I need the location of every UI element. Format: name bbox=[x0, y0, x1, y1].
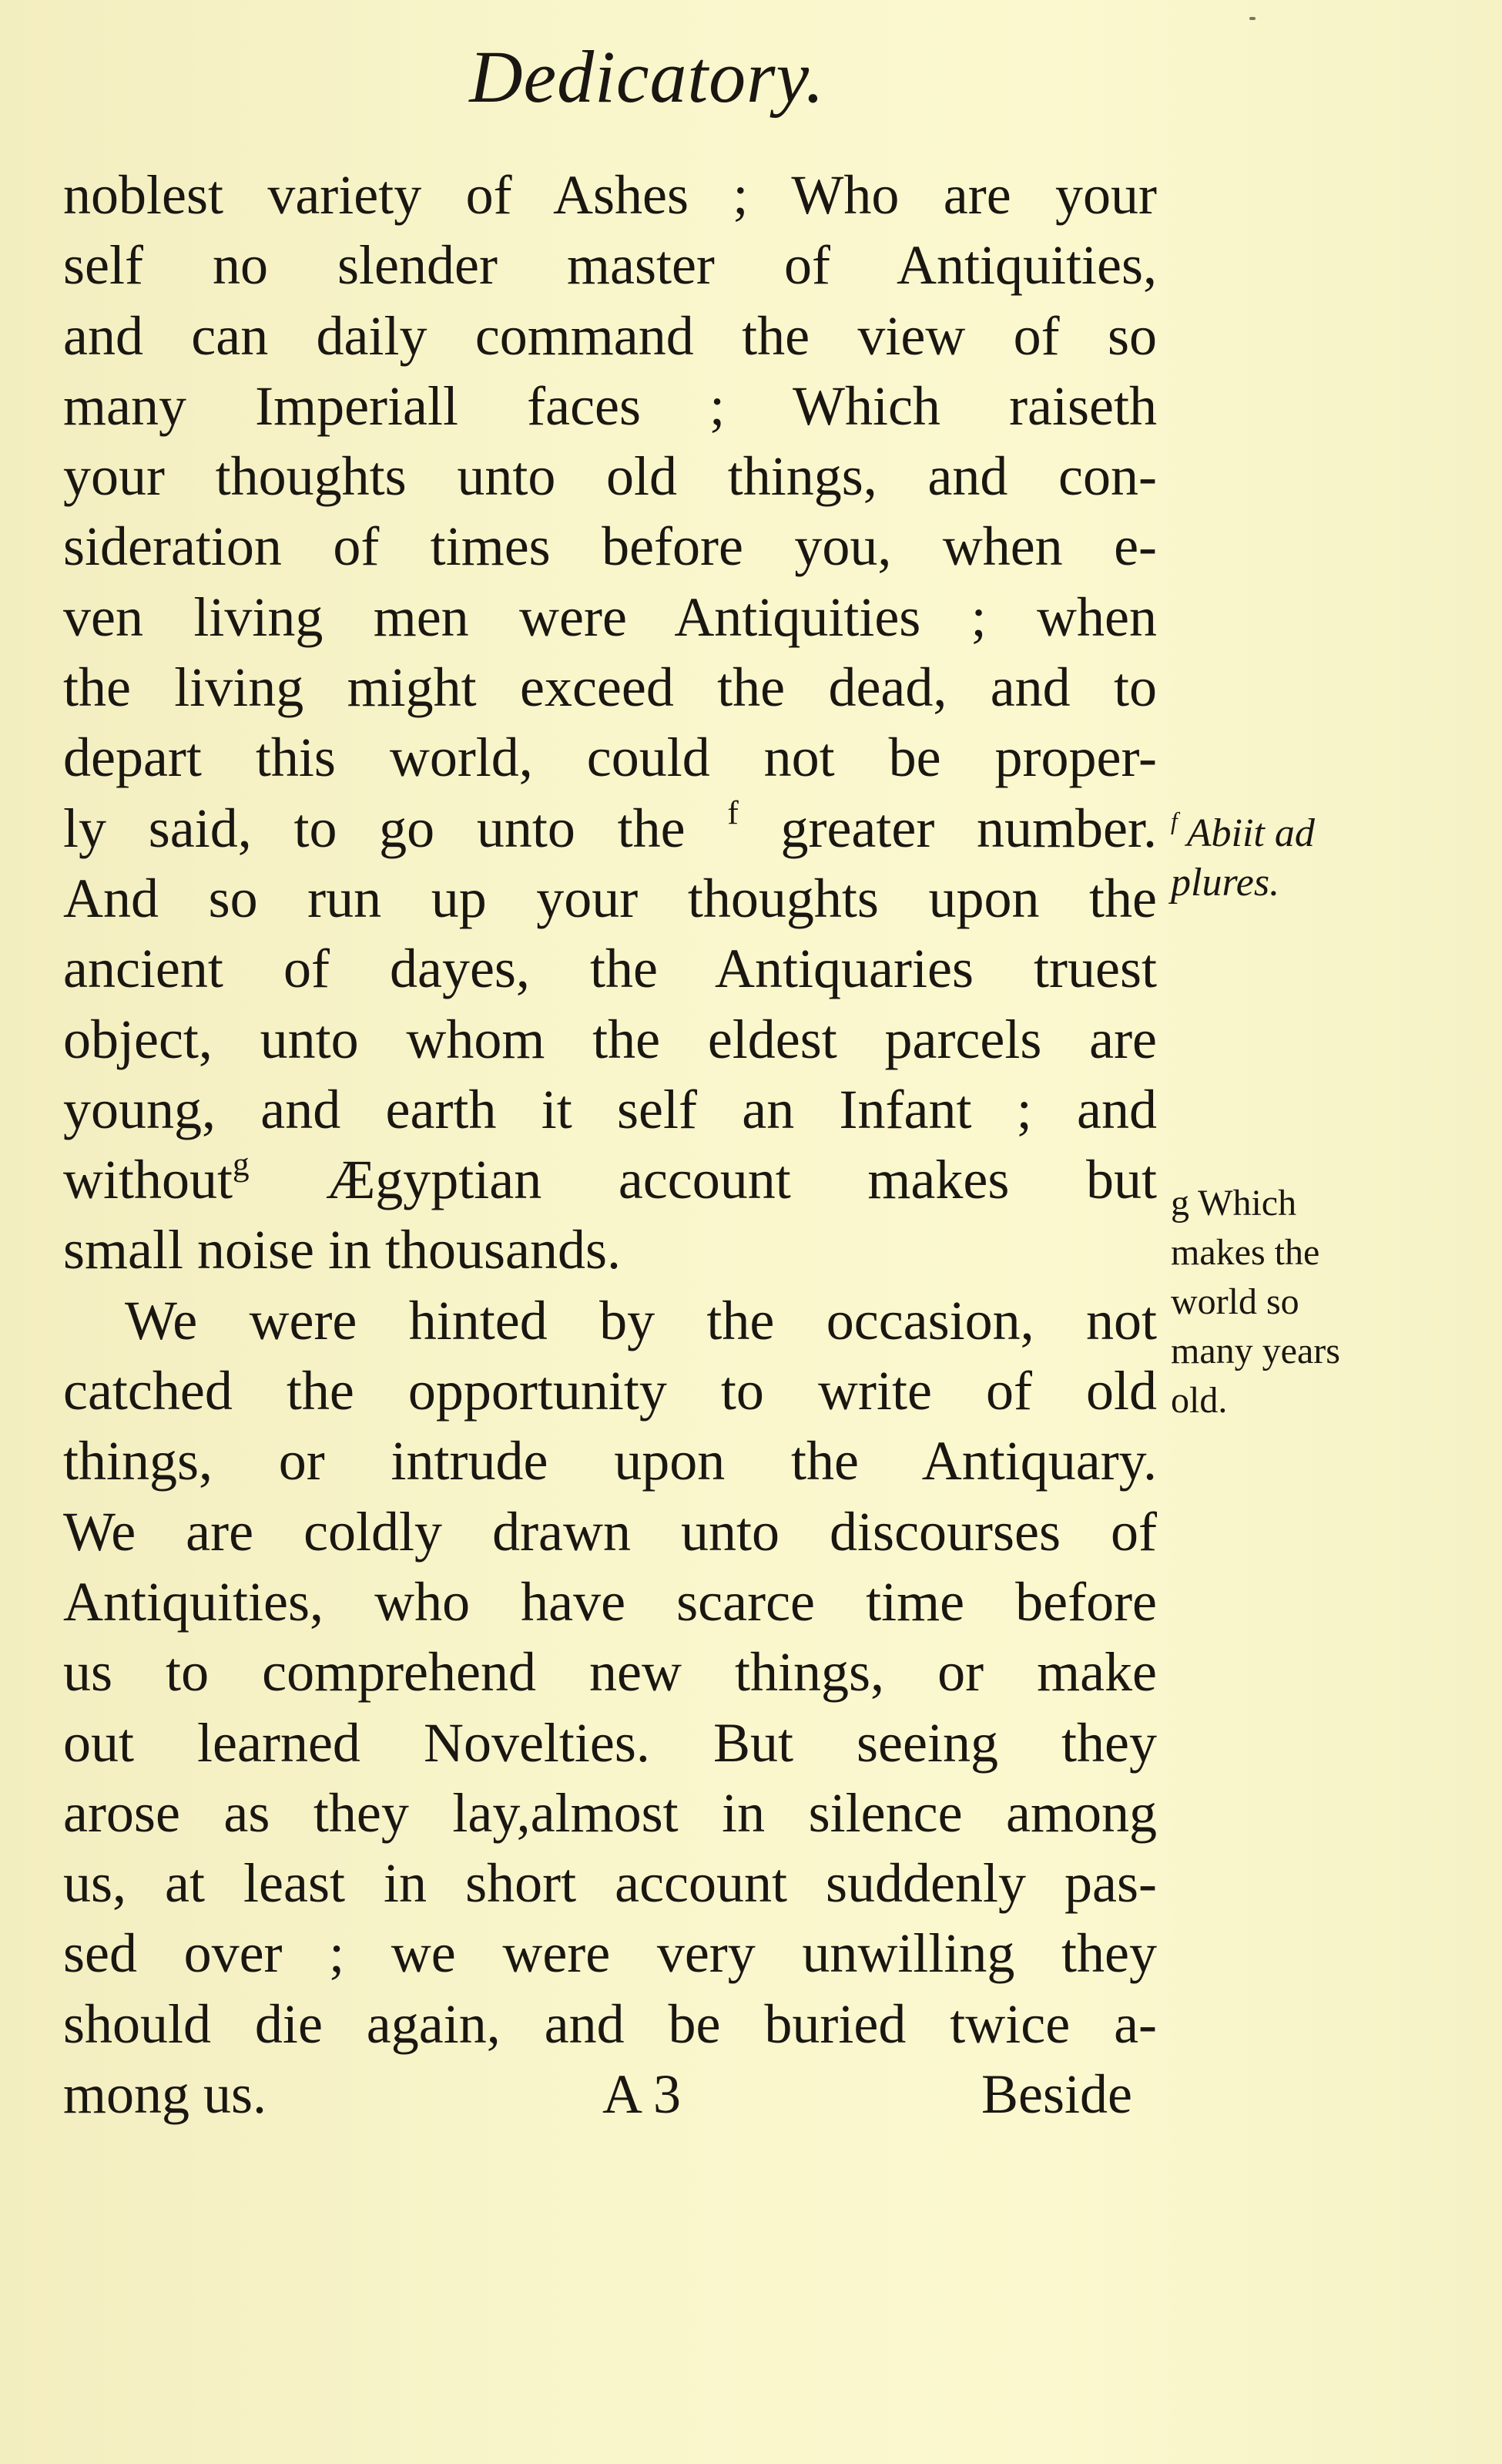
text-line: out learned Novelties. But seeing they bbox=[63, 1711, 1157, 1774]
text-line: us, at least in short account suddenly pas- bbox=[63, 1852, 1157, 1915]
text-line-with-note-g bbox=[63, 1145, 1157, 1215]
text-line: We are coldly drawn unto discourses of bbox=[63, 1500, 1157, 1563]
note-mark-g: g bbox=[233, 1146, 250, 1183]
text-line: depart this world, could not be proper- bbox=[63, 727, 1157, 789]
running-header: Dedicatory. bbox=[469, 35, 825, 118]
margin-note-g bbox=[1171, 1179, 1340, 1425]
text-line: noblest variety of Ashes ; Who are your bbox=[63, 164, 1157, 226]
line-text: mong us. bbox=[63, 2063, 267, 2126]
margin-note-line: world so bbox=[1171, 1281, 1299, 1322]
text-line: small noise in thousands. bbox=[63, 1219, 621, 1281]
signature-mark: A 3 bbox=[602, 2063, 682, 2126]
text-line: us to comprehend new things, or make bbox=[63, 1641, 1157, 1704]
text-line: catched the opportunity to write of old bbox=[63, 1360, 1157, 1422]
text-line: sed over ; we were very unwilling they bbox=[63, 1922, 1157, 1985]
text-line: ancient of dayes, the Antiquaries truest bbox=[63, 938, 1157, 1000]
text-line: arose as they lay,almost in silence among bbox=[63, 1781, 1157, 1844]
margin-note-line: old. bbox=[1171, 1380, 1228, 1421]
text-line: many Imperiall faces ; Which raiseth bbox=[63, 374, 1157, 437]
text-line: things, or intrude upon the Antiquary. bbox=[63, 1430, 1157, 1492]
catchword: Beside bbox=[981, 2063, 1132, 2126]
text-line: your thoughts unto old things, and con- bbox=[63, 445, 1157, 508]
text-line-with-note-f bbox=[63, 794, 1157, 864]
margin-note-mark: f bbox=[1171, 807, 1178, 835]
margin-note-line: makes the bbox=[1171, 1232, 1320, 1273]
final-line bbox=[63, 2059, 1157, 2130]
text-line: the living might exceed the dead, and to bbox=[63, 656, 1157, 719]
text-line: young, and earth it self an Infant ; and bbox=[63, 1078, 1157, 1140]
text-line: sideration of times before you, when e- bbox=[63, 515, 1157, 578]
text-line: We were hinted by the occasion, not bbox=[125, 1289, 1157, 1351]
line-text-cont: greater number. bbox=[780, 797, 1158, 859]
margin-note-line: plures. bbox=[1171, 861, 1280, 905]
line-text-cont: Ægyptian account makes but bbox=[326, 1149, 1157, 1211]
text-line: self no slender master of Antiquities, bbox=[63, 234, 1157, 297]
margin-note-line: many years bbox=[1171, 1331, 1340, 1371]
margin-note-line: Abiit ad bbox=[1186, 811, 1315, 855]
text-line: And so run up your thoughts upon the bbox=[63, 867, 1157, 929]
text-line: and can daily command the view of so bbox=[63, 304, 1157, 367]
body-text bbox=[63, 160, 1157, 2130]
text-line: ven living men were Antiquities ; when bbox=[63, 586, 1157, 648]
note-mark-f: f bbox=[727, 794, 739, 831]
text-line: object, unto whom the eldest parcels are bbox=[63, 1008, 1157, 1070]
margin-note-f bbox=[1171, 809, 1315, 908]
line-text: ly said, to go unto the bbox=[63, 797, 686, 859]
text-line: Antiquities, who have scarce time before bbox=[63, 1570, 1157, 1633]
margin-note-line: g Which bbox=[1171, 1183, 1297, 1224]
text-line: should die again, and be buried twice a- bbox=[63, 1992, 1157, 2055]
line-text: without bbox=[63, 1149, 233, 1211]
page-speck bbox=[1249, 17, 1256, 20]
